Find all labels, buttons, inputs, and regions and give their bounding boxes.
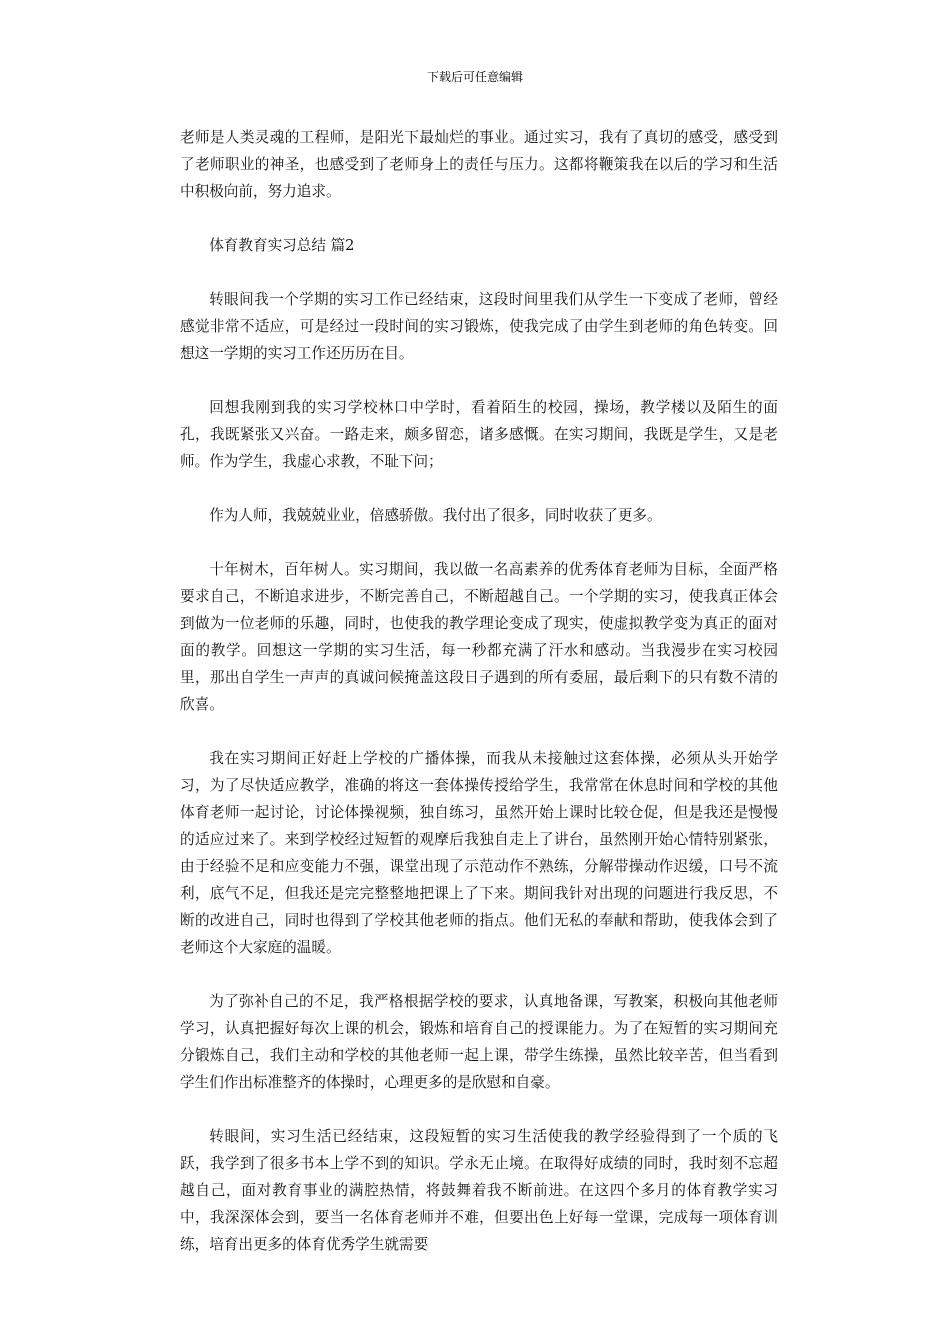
paragraph: 转眼间我一个学期的实习工作已经结束，这段时间里我们从学生一下变成了老师，曾经感觉非常不适应，可是经过一段时间的实习锻炼，使我完成了由学生到老师的角色转变。回想这一学期的实习工作还历历在目。 — [180, 291, 778, 362]
page-header-note: 下载后可任意编辑 — [426, 70, 523, 84]
paragraph: 为了弥补自己的不足，我严格根据学校的要求，认真地备课，写教案，积极向其他老师学习，认真把握好每次上课的机会，锻炼和培育自己的授课能力。为了在短暂的实习期间充分锻炼自己，我们主动和学校的其他老师一起上课，带学生练操，虽然比较辛苦，但当看到学生们作出标准整齐的体操时，心理更多的是欣慰和自豪。 — [180, 993, 778, 1091]
paragraph: 回想我刚到我的实习学校林口中学时，看着陌生的校园，操场，教学楼以及陌生的面孔，我既紧张又兴奋。一路走来，颇多留恋，诸多感慨。在实习期间，我既是学生，又是老师。作为学生，我虚心求教，不耻下问； — [180, 399, 778, 470]
section-heading: 体育教育实习总结 篇2 — [209, 237, 355, 254]
document-body — [180, 124, 778, 1258]
paragraph: 作为人师，我兢兢业业，倍感骄傲。我付出了很多，同时收获了更多。 — [209, 507, 662, 524]
paragraph-intro-continuation: 老师是人类灵魂的工程师，是阳光下最灿烂的事业。通过实习，我有了真切的感受，感受到了老师职业的神圣，也感受到了老师身上的责任与压力。这都将鞭策我在以后的学习和生活中积极向前，努力追求。 — [180, 129, 778, 200]
paragraph: 我在实习期间正好赶上学校的广播体操，而我从未接触过这套体操，必须从头开始学习，为了尽快适应教学，准确的将这一套体操传授给学生，我常常在休息时间和学校的其他体育老师一起讨论，讨论体操视频，独自练习，虽然开始上课时比较仓促，但是我还是慢慢的适应过来了。来到学校经过短暂的观摩后我独自走上了讲台，虽然刚开始心情特别紧张，由于经验不足和应变能力不强，课堂出现了示范动作不熟练，分解带操动作迟缓，口号不流利，底气不足，但我还是完完整整地把课上了下来。期间我针对出现的问题进行我反思，不断的改进自己，同时也得到了学校其他老师的指点。他们无私的奉献和帮助，使我体会到了老师这个大家庭的温暖。 — [180, 750, 778, 956]
paragraph: 转眼间，实习生活已经结束，这段短暂的实习生活使我的教学经验得到了一个质的飞跃，我学到了很多书本上学不到的知识。学永无止境。在取得好成绩的同时，我时刻不忘超越自己，面对教育事业的满腔热情，将鼓舞着我不断前进。在这四个多月的体育教学实习中，我深深体会到，要当一名体育老师并不难，但要出色上好每一堂课，完成每一项体育训练，培育出更多的体育优秀学生就需要 — [180, 1128, 778, 1253]
paragraph: 十年树木，百年树人。实习期间，我以做一名高素养的优秀体育老师为目标，全面严格要求自己，不断追求进步，不断完善自己，不断超越自己。一个学期的实习，使我真正体会到做为一位老师的乐趣，同时，也使我的教学理论变成了现实，使虚拟教学变为真正的面对面的教学。回想这一学期的实习生活，每一秒都充满了汗水和感动。当我漫步在实习校园里，那出自学生一声声的真诚问候掩盖这段日子遇到的所有委屈，最后剩下的只有数不清的欣喜。 — [180, 561, 778, 713]
